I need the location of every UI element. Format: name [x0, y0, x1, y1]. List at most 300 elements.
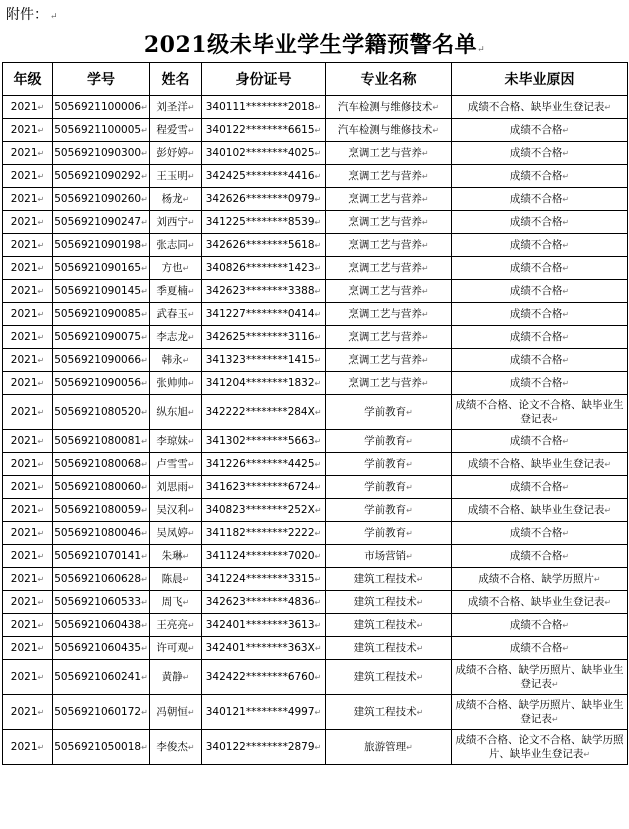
cell-grade: 2021↵ [3, 591, 53, 614]
cell-id-card: 340102********4025↵ [202, 142, 326, 165]
cell-name-text: 王亮亮 [156, 618, 188, 631]
cell-major: 建筑工程技术↵ [326, 614, 452, 637]
cell-id-card-text: 341323********1415 [205, 353, 315, 366]
cell-name-text: 杨龙 [161, 192, 183, 205]
table-row [3, 660, 628, 695]
cell-major: 学前教育↵ [326, 522, 452, 545]
cell-grade-text: 2021 [10, 307, 38, 320]
cell-major-text: 建筑工程技术 [353, 705, 417, 718]
cell-major-text: 建筑工程技术 [353, 670, 417, 683]
cell-grade: 2021↵ [3, 188, 53, 211]
cell-id-card-text: 340111********2018 [205, 100, 315, 113]
cell-id-card-text: 341225********8539 [205, 215, 315, 228]
cell-name-text: 卢雪雪 [156, 457, 188, 470]
cell-reason: 成绩不合格↵ [452, 211, 628, 234]
cell-grade: 2021↵ [3, 614, 53, 637]
cell-student-id-text: 5056921090145 [54, 284, 142, 297]
cell-grade-text: 2021 [10, 261, 38, 274]
cell-reason-text: 成绩不合格 [509, 641, 563, 654]
cell-name: 武春玉↵ [150, 303, 202, 326]
cell-name: 李俊杰↵ [150, 730, 202, 765]
cell-student-id-text: 5056921080068 [54, 457, 142, 470]
cell-grade-text: 2021 [10, 595, 38, 608]
table-row [3, 119, 628, 142]
cell-name-text: 黄静 [161, 670, 183, 683]
attachment-label: 附件： ↵ [6, 7, 58, 23]
cell-reason-text: 成绩不合格 [509, 146, 563, 159]
table-row [3, 430, 628, 453]
cell-major: 学前教育↵ [326, 430, 452, 453]
cell-grade: 2021↵ [3, 637, 53, 660]
cell-reason: 成绩不合格↵ [452, 280, 628, 303]
cell-reason-text: 成绩不合格 [509, 353, 563, 366]
cell-reason-text: 成绩不合格、缺毕业生登记表 [467, 100, 605, 113]
cell-student-id: 5056921090300↵ [53, 142, 150, 165]
cell-id-card: 341182********2222↵ [202, 522, 326, 545]
cell-grade: 2021↵ [3, 730, 53, 765]
cell-student-id: 5056921090056↵ [53, 372, 150, 395]
table-row [3, 211, 628, 234]
cell-id-card-text: 342626********0979 [205, 192, 315, 205]
cell-id-card-text: 342422********6760 [205, 670, 315, 683]
cell-name-text: 程爱雪 [156, 123, 188, 136]
cell-name: 吴凤婷↵ [150, 522, 202, 545]
cell-id-card-text: 342401********3613 [205, 618, 315, 631]
cell-name: 季夏楠↵ [150, 280, 202, 303]
cell-major: 建筑工程技术↵ [326, 695, 452, 730]
cell-id-card-text: 340102********4025 [205, 146, 315, 159]
cell-student-id: 5056921060172↵ [53, 695, 150, 730]
cell-student-id: 5056921090075↵ [53, 326, 150, 349]
table-row [3, 591, 628, 614]
cell-name-text: 刘思雨 [156, 480, 188, 493]
cell-student-id-text: 5056921060435 [54, 641, 142, 654]
cell-name-text: 吴汉利 [156, 503, 188, 516]
cell-name-text: 陈晨 [161, 572, 183, 585]
cell-name-text: 刘圣洋 [156, 100, 188, 113]
cell-major: 学前教育↵ [326, 476, 452, 499]
cell-grade-text: 2021 [10, 330, 38, 343]
cell-name-text: 刘西宁 [156, 215, 188, 228]
table-body [3, 96, 628, 765]
cell-student-id: 5056921080060↵ [53, 476, 150, 499]
cell-grade: 2021↵ [3, 280, 53, 303]
cell-grade-text: 2021 [10, 100, 38, 113]
cell-name-text: 张帅帅 [156, 376, 188, 389]
cell-reason-text: 成绩不合格 [509, 192, 563, 205]
cell-student-id: 5056921060533↵ [53, 591, 150, 614]
cell-grade-text: 2021 [10, 405, 38, 418]
cell-major-text: 汽车检测与维修技术 [337, 123, 433, 136]
table-row [3, 395, 628, 430]
cell-name-text: 王玉明 [156, 169, 188, 182]
cell-id-card-text: 341302********5663 [205, 434, 315, 447]
cell-student-id-text: 5056921060438 [54, 618, 142, 631]
cell-id-card-text: 340121********4997 [205, 705, 315, 718]
cell-student-id-text: 5056921090198 [54, 238, 142, 251]
cell-id-card: 340121********4997↵ [202, 695, 326, 730]
cell-major-text: 学前教育 [364, 405, 407, 418]
cell-major-text: 学前教育 [364, 480, 407, 493]
cell-id-card-text: 342626********5618 [205, 238, 315, 251]
cell-major-text: 建筑工程技术 [353, 595, 417, 608]
table-row [3, 545, 628, 568]
cell-name: 吴汉利↵ [150, 499, 202, 522]
cell-grade: 2021↵ [3, 568, 53, 591]
cell-student-id-text: 5056921100005 [54, 123, 142, 136]
cell-student-id-text: 5056921090247 [54, 215, 142, 228]
table-row [3, 165, 628, 188]
cell-id-card-text: 341204********1832 [205, 376, 315, 389]
cell-major: 烹调工艺与营养↵ [326, 303, 452, 326]
cell-major: 烹调工艺与营养↵ [326, 349, 452, 372]
table-row [3, 637, 628, 660]
cell-student-id: 5056921060628↵ [53, 568, 150, 591]
cell-reason-text: 成绩不合格 [509, 307, 563, 320]
cell-major-text: 旅游管理 [364, 740, 407, 753]
cell-reason-text: 成绩不合格 [509, 376, 563, 389]
cell-major-text: 烹调工艺与营养 [348, 192, 422, 205]
cell-reason-text: 成绩不合格 [509, 618, 563, 631]
cell-major-text: 建筑工程技术 [353, 641, 417, 654]
column-header-reason: 未毕业原因 [452, 63, 628, 96]
cell-reason: 成绩不合格↵ [452, 476, 628, 499]
cell-id-card-text: 341124********7020 [205, 549, 315, 562]
cell-name: 刘圣洋↵ [150, 96, 202, 119]
cell-student-id-text: 5056921090085 [54, 307, 142, 320]
cell-name: 冯朝恒↵ [150, 695, 202, 730]
cell-id-card: 342625********3116↵ [202, 326, 326, 349]
cell-grade: 2021↵ [3, 372, 53, 395]
cell-reason: 成绩不合格、论文不合格、缺毕业生登记表↵ [452, 395, 628, 430]
cell-name: 刘西宁↵ [150, 211, 202, 234]
cell-reason-text: 成绩不合格 [509, 284, 563, 297]
cell-name: 李琼妹↵ [150, 430, 202, 453]
cell-major: 烹调工艺与营养↵ [326, 326, 452, 349]
cell-student-id-text: 5056921060628 [54, 572, 142, 585]
cell-grade-text: 2021 [10, 284, 38, 297]
cell-reason: 成绩不合格↵ [452, 119, 628, 142]
cell-major-text: 烹调工艺与营养 [348, 307, 422, 320]
cell-reason: 成绩不合格↵ [452, 372, 628, 395]
cell-major: 烹调工艺与营养↵ [326, 372, 452, 395]
cell-major: 建筑工程技术↵ [326, 660, 452, 695]
cell-reason: 成绩不合格↵ [452, 326, 628, 349]
cell-id-card: 340122********6615↵ [202, 119, 326, 142]
cell-reason-text: 成绩不合格 [509, 330, 563, 343]
cell-name: 朱琳↵ [150, 545, 202, 568]
cell-student-id-text: 5056921090165 [54, 261, 142, 274]
cell-major: 汽车检测与维修技术↵ [326, 96, 452, 119]
cell-name: 韩永↵ [150, 349, 202, 372]
cell-student-id-text: 5056921060241 [54, 670, 142, 683]
cell-id-card: 340111********2018↵ [202, 96, 326, 119]
cell-id-card: 340122********2879↵ [202, 730, 326, 765]
cell-reason: 成绩不合格↵ [452, 165, 628, 188]
table-row [3, 453, 628, 476]
cell-name: 彭妤婷↵ [150, 142, 202, 165]
cell-name-text: 武春玉 [156, 307, 188, 320]
cell-student-id: 5056921090198↵ [53, 234, 150, 257]
cell-id-card: 340826********1423↵ [202, 257, 326, 280]
cell-reason-text: 成绩不合格 [509, 169, 563, 182]
cell-reason-text: 成绩不合格 [509, 526, 563, 539]
cell-grade-text: 2021 [10, 353, 38, 366]
cell-major-text: 学前教育 [364, 457, 407, 470]
cell-reason-text: 成绩不合格 [509, 215, 563, 228]
cell-student-id: 5056921050018↵ [53, 730, 150, 765]
cell-grade-text: 2021 [10, 572, 38, 585]
cell-major: 建筑工程技术↵ [326, 637, 452, 660]
cell-name: 方也↵ [150, 257, 202, 280]
cell-grade: 2021↵ [3, 430, 53, 453]
cell-major-text: 烹调工艺与营养 [348, 376, 422, 389]
cell-id-card: 341623********6724↵ [202, 476, 326, 499]
cell-grade: 2021↵ [3, 395, 53, 430]
cell-reason: 成绩不合格、缺毕业生登记表↵ [452, 499, 628, 522]
cell-grade: 2021↵ [3, 119, 53, 142]
column-header-grade: 年级 [3, 63, 53, 96]
cell-reason: 成绩不合格↵ [452, 257, 628, 280]
cell-major: 旅游管理↵ [326, 730, 452, 765]
cell-id-card: 342626********5618↵ [202, 234, 326, 257]
cell-name: 张帅帅↵ [150, 372, 202, 395]
table-row [3, 96, 628, 119]
cell-name: 刘思雨↵ [150, 476, 202, 499]
cell-reason-text: 成绩不合格 [509, 549, 563, 562]
cell-grade: 2021↵ [3, 476, 53, 499]
cell-student-id: 5056921080059↵ [53, 499, 150, 522]
cell-reason: 成绩不合格、缺毕业生登记表↵ [452, 96, 628, 119]
cell-reason: 成绩不合格↵ [452, 522, 628, 545]
cell-reason-text: 成绩不合格、缺毕业生登记表 [467, 457, 605, 470]
cell-major: 学前教育↵ [326, 453, 452, 476]
cell-student-id-text: 5056921060172 [54, 705, 142, 718]
cell-name: 李志龙↵ [150, 326, 202, 349]
cell-student-id: 5056921080046↵ [53, 522, 150, 545]
cell-reason-text: 成绩不合格 [509, 123, 563, 136]
cell-id-card: 340823********252X↵ [202, 499, 326, 522]
cell-major-text: 烹调工艺与营养 [348, 215, 422, 228]
column-header-student-id: 学号 [53, 63, 150, 96]
cell-student-id-text: 5056921100006 [54, 100, 142, 113]
cell-name: 周飞↵ [150, 591, 202, 614]
cell-id-card-text: 340823********252X [205, 503, 315, 516]
cell-student-id: 5056921090292↵ [53, 165, 150, 188]
cell-name-text: 方也 [161, 261, 183, 274]
cell-major-text: 烹调工艺与营养 [348, 284, 422, 297]
cell-major: 建筑工程技术↵ [326, 591, 452, 614]
cell-student-id: 5056921080068↵ [53, 453, 150, 476]
table-row [3, 730, 628, 765]
cell-major-text: 学前教育 [364, 503, 407, 516]
cell-major: 建筑工程技术↵ [326, 568, 452, 591]
cell-student-id: 5056921090145↵ [53, 280, 150, 303]
cell-grade-text: 2021 [10, 618, 38, 631]
cell-grade: 2021↵ [3, 545, 53, 568]
cell-grade: 2021↵ [3, 326, 53, 349]
cell-grade-text: 2021 [10, 641, 38, 654]
cell-major: 学前教育↵ [326, 499, 452, 522]
cell-student-id: 5056921080520↵ [53, 395, 150, 430]
cell-reason: 成绩不合格、缺毕业生登记表↵ [452, 591, 628, 614]
cell-grade: 2021↵ [3, 257, 53, 280]
page-title: 2021级未毕业学生学籍预警名单↵ [143, 32, 486, 58]
cell-name: 卢雪雪↵ [150, 453, 202, 476]
cell-reason-text: 成绩不合格、论文不合格、缺毕业生登记表 [455, 398, 624, 425]
cell-id-card: 342222********284X↵ [202, 395, 326, 430]
cell-id-card: 341204********1832↵ [202, 372, 326, 395]
cell-grade: 2021↵ [3, 660, 53, 695]
cell-id-card-text: 342222********284X [205, 405, 315, 418]
cell-major: 学前教育↵ [326, 395, 452, 430]
cell-grade: 2021↵ [3, 303, 53, 326]
cell-id-card: 342623********4836↵ [202, 591, 326, 614]
cell-id-card: 342401********363X↵ [202, 637, 326, 660]
table-row [3, 614, 628, 637]
cell-name: 纵东旭↵ [150, 395, 202, 430]
cell-name-text: 吴凤婷 [156, 526, 188, 539]
cell-id-card: 341323********1415↵ [202, 349, 326, 372]
cell-id-card: 342425********4416↵ [202, 165, 326, 188]
cell-id-card-text: 342401********363X [205, 641, 315, 654]
cell-id-card: 341224********3315↵ [202, 568, 326, 591]
table-row [3, 303, 628, 326]
cell-reason-text: 成绩不合格、缺毕业生登记表 [467, 595, 605, 608]
cell-student-id: 5056921060435↵ [53, 637, 150, 660]
cell-id-card-text: 341226********4425 [205, 457, 315, 470]
cell-grade: 2021↵ [3, 96, 53, 119]
cell-major-text: 汽车检测与维修技术 [337, 100, 433, 113]
cell-student-id-text: 5056921090066 [54, 353, 142, 366]
cell-grade-text: 2021 [10, 146, 38, 159]
cell-student-id: 5056921090247↵ [53, 211, 150, 234]
cell-student-id: 5056921090260↵ [53, 188, 150, 211]
cell-name-text: 韩永 [161, 353, 183, 366]
cell-id-card-text: 341224********3315 [205, 572, 315, 585]
cell-id-card: 341124********7020↵ [202, 545, 326, 568]
cell-major: 汽车检测与维修技术↵ [326, 119, 452, 142]
cell-major: 烹调工艺与营养↵ [326, 234, 452, 257]
table-row [3, 142, 628, 165]
cell-grade: 2021↵ [3, 695, 53, 730]
cell-grade: 2021↵ [3, 165, 53, 188]
cell-name: 陈晨↵ [150, 568, 202, 591]
cell-grade: 2021↵ [3, 453, 53, 476]
cell-grade-text: 2021 [10, 192, 38, 205]
cell-reason: 成绩不合格↵ [452, 614, 628, 637]
cell-student-id-text: 5056921080081 [54, 434, 142, 447]
cell-reason: 成绩不合格↵ [452, 637, 628, 660]
cell-name-text: 朱琳 [161, 549, 183, 562]
cell-name-text: 李志龙 [156, 330, 188, 343]
cell-major-text: 学前教育 [364, 526, 407, 539]
cell-major-text: 市场营销 [364, 549, 407, 562]
cell-major-text: 烹调工艺与营养 [348, 146, 422, 159]
cell-grade: 2021↵ [3, 499, 53, 522]
cell-student-id: 5056921090165↵ [53, 257, 150, 280]
cell-id-card-text: 341227********0414 [205, 307, 315, 320]
cell-id-card-text: 342623********3388 [205, 284, 315, 297]
cell-id-card-text: 340826********1423 [205, 261, 315, 274]
cell-major: 烹调工艺与营养↵ [326, 211, 452, 234]
cell-reason-text: 成绩不合格 [509, 480, 563, 493]
cell-name-text: 李俊杰 [156, 740, 188, 753]
cell-student-id-text: 5056921080059 [54, 503, 142, 516]
cell-id-card-text: 342425********4416 [205, 169, 315, 182]
cell-id-card: 341227********0414↵ [202, 303, 326, 326]
cell-reason-text: 成绩不合格 [509, 238, 563, 251]
cell-major: 烹调工艺与营养↵ [326, 257, 452, 280]
cell-major-text: 烹调工艺与营养 [348, 169, 422, 182]
cell-name-text: 纵东旭 [156, 405, 188, 418]
cell-grade-text: 2021 [10, 457, 38, 470]
table-row [3, 568, 628, 591]
cell-reason-text: 成绩不合格 [509, 434, 563, 447]
cell-name: 杨龙↵ [150, 188, 202, 211]
cell-reason: 成绩不合格↵ [452, 430, 628, 453]
table-row [3, 326, 628, 349]
cell-student-id: 5056921070141↵ [53, 545, 150, 568]
cell-id-card: 341302********5663↵ [202, 430, 326, 453]
cell-reason-text: 成绩不合格 [509, 261, 563, 274]
table-row [3, 476, 628, 499]
cell-name-text: 彭妤婷 [156, 146, 188, 159]
cell-name-text: 冯朝恒 [156, 705, 188, 718]
cell-id-card: 341225********8539↵ [202, 211, 326, 234]
cell-student-id-text: 5056921090075 [54, 330, 142, 343]
cell-student-id-text: 5056921080060 [54, 480, 142, 493]
cell-name: 程爱雪↵ [150, 119, 202, 142]
cell-major: 烹调工艺与营养↵ [326, 188, 452, 211]
cell-grade-text: 2021 [10, 549, 38, 562]
cell-id-card-text: 340122********6615 [205, 123, 315, 136]
cell-student-id-text: 5056921090260 [54, 192, 142, 205]
cell-grade-text: 2021 [10, 670, 38, 683]
cell-student-id-text: 5056921090292 [54, 169, 142, 182]
cell-grade-text: 2021 [10, 503, 38, 516]
cell-student-id: 5056921090066↵ [53, 349, 150, 372]
cell-grade: 2021↵ [3, 234, 53, 257]
cell-grade: 2021↵ [3, 142, 53, 165]
cell-grade-text: 2021 [10, 705, 38, 718]
cell-name-text: 许可观 [156, 641, 188, 654]
column-header-id-card: 身份证号 [202, 63, 326, 96]
cell-id-card-text: 342623********4836 [205, 595, 315, 608]
table-row [3, 234, 628, 257]
cell-name-text: 周飞 [161, 595, 183, 608]
cell-grade-text: 2021 [10, 480, 38, 493]
cell-reason: 成绩不合格↵ [452, 142, 628, 165]
cell-reason: 成绩不合格、缺学历照片、缺毕业生登记表↵ [452, 695, 628, 730]
cell-student-id: 5056921060438↵ [53, 614, 150, 637]
cell-reason-text: 成绩不合格、缺学历照片、缺毕业生登记表 [455, 698, 624, 725]
cell-student-id-text: 5056921080046 [54, 526, 142, 539]
cell-name-text: 张志同 [156, 238, 188, 251]
cell-id-card: 341226********4425↵ [202, 453, 326, 476]
column-header-name: 姓名 [150, 63, 202, 96]
cell-grade-text: 2021 [10, 376, 38, 389]
cell-student-id: 5056921100006↵ [53, 96, 150, 119]
cell-student-id: 5056921080081↵ [53, 430, 150, 453]
cell-reason: 成绩不合格↵ [452, 349, 628, 372]
cell-reason: 成绩不合格、缺毕业生登记表↵ [452, 453, 628, 476]
cell-name: 许可观↵ [150, 637, 202, 660]
cell-student-id-text: 5056921090300 [54, 146, 142, 159]
cell-id-card-text: 341182********2222 [205, 526, 315, 539]
cell-id-card: 342401********3613↵ [202, 614, 326, 637]
cell-name: 王玉明↵ [150, 165, 202, 188]
